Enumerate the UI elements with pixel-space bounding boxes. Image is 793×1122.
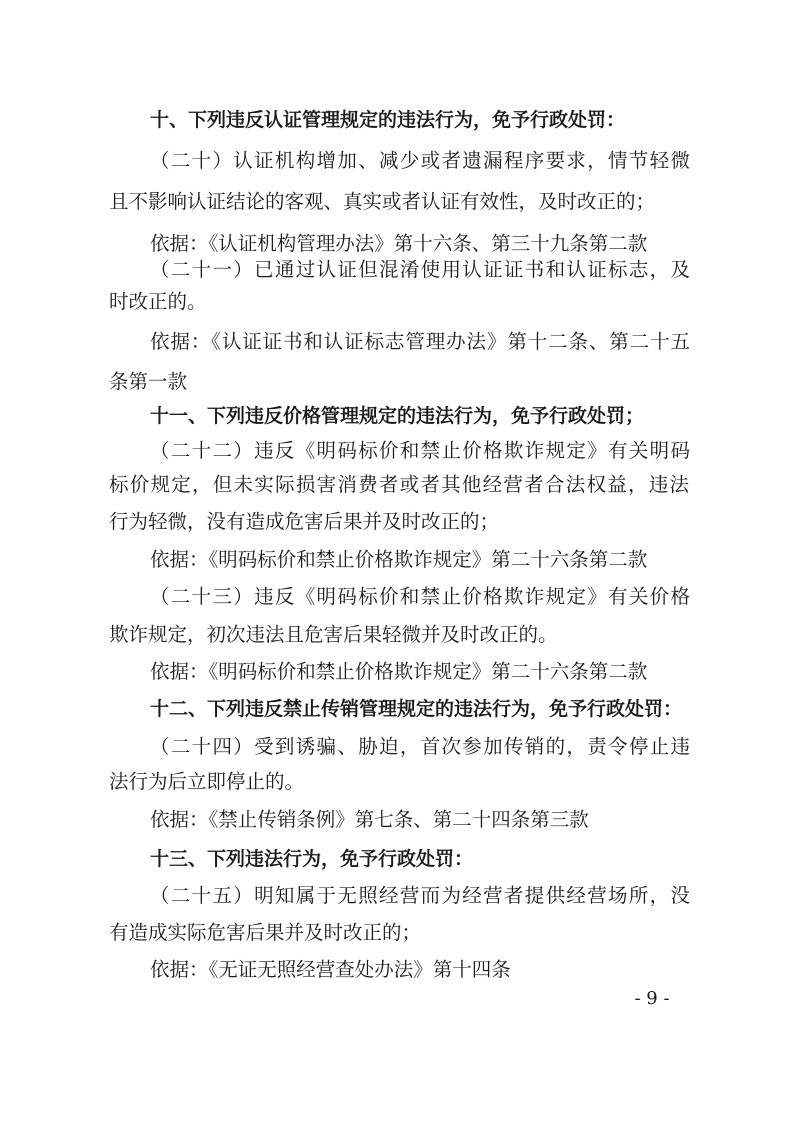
basis-line: 依据：《明码标价和禁止价格欺诈规定》第二十六条第二款 [150,548,648,571]
paragraph-line: 有造成实际危害后果并及时改正的； [109,921,422,944]
section-heading-11: 十一、下列违反价格管理规定的违法行为，免予行政处罚； [150,405,645,427]
basis-line: 依据：《认证证书和认证标志管理办法》第十二条、第二十五 [150,330,690,353]
basis-line: 依据：《禁止传销条例》第七条、第二十四条第三款 [150,808,589,831]
paragraph-line: （二十二）违反《明码标价和禁止价格欺诈规定》有关明码 [150,439,690,462]
basis-line: 依据：《认证机构管理办法》第十六条、第三十九条第二款 [150,232,648,255]
paragraph-line: 标价规定，但未实际损害消费者或者其他经营者合法权益，违法 [109,473,689,496]
section-heading-13: 十三、下列违法行为，免予行政处罚： [150,848,474,870]
page-number: - 9 - [634,988,670,1009]
paragraph-line: （二十一）已通过认证但混淆使用认证证书和认证标志，及 [150,258,690,281]
paragraph-line: 欺诈规定，初次违法且危害后果轻微并及时改正的。 [109,623,558,646]
paragraph-line: （二十三）违反《明码标价和禁止价格欺诈规定》有关价格 [150,585,690,608]
basis-line: 条第一款 [109,370,188,393]
paragraph-line: 且不影响认证结论的客观、真实或者认证有效性，及时改正的； [109,190,656,213]
paragraph-line: 法行为后立即停止的。 [109,770,305,793]
basis-line: 依据：《明码标价和禁止价格欺诈规定》第二十六条第二款 [150,660,648,683]
section-heading-10: 十、下列违反认证管理规定的违法行为，免予行政处罚： [150,109,626,131]
paragraph-line: 行为轻微，没有造成危害后果并及时改正的； [109,510,500,533]
basis-line: 依据：《无证无照经营查处办法》第十四条 [150,958,511,981]
paragraph-line: （二十五）明知属于无照经营而为经营者提供经营场所，没 [150,884,690,907]
paragraph-line: 时改正的。 [109,290,207,313]
paragraph-line: （二十四）受到诱骗、胁迫，首次参加传销的，责令停止违 [150,735,690,758]
section-heading-12: 十二、下列违反禁止传销管理规定的违法行为，免予行政处罚： [150,698,683,720]
paragraph-line: （二十）认证机构增加、减少或者遗漏程序要求，情节轻微 [150,149,690,172]
